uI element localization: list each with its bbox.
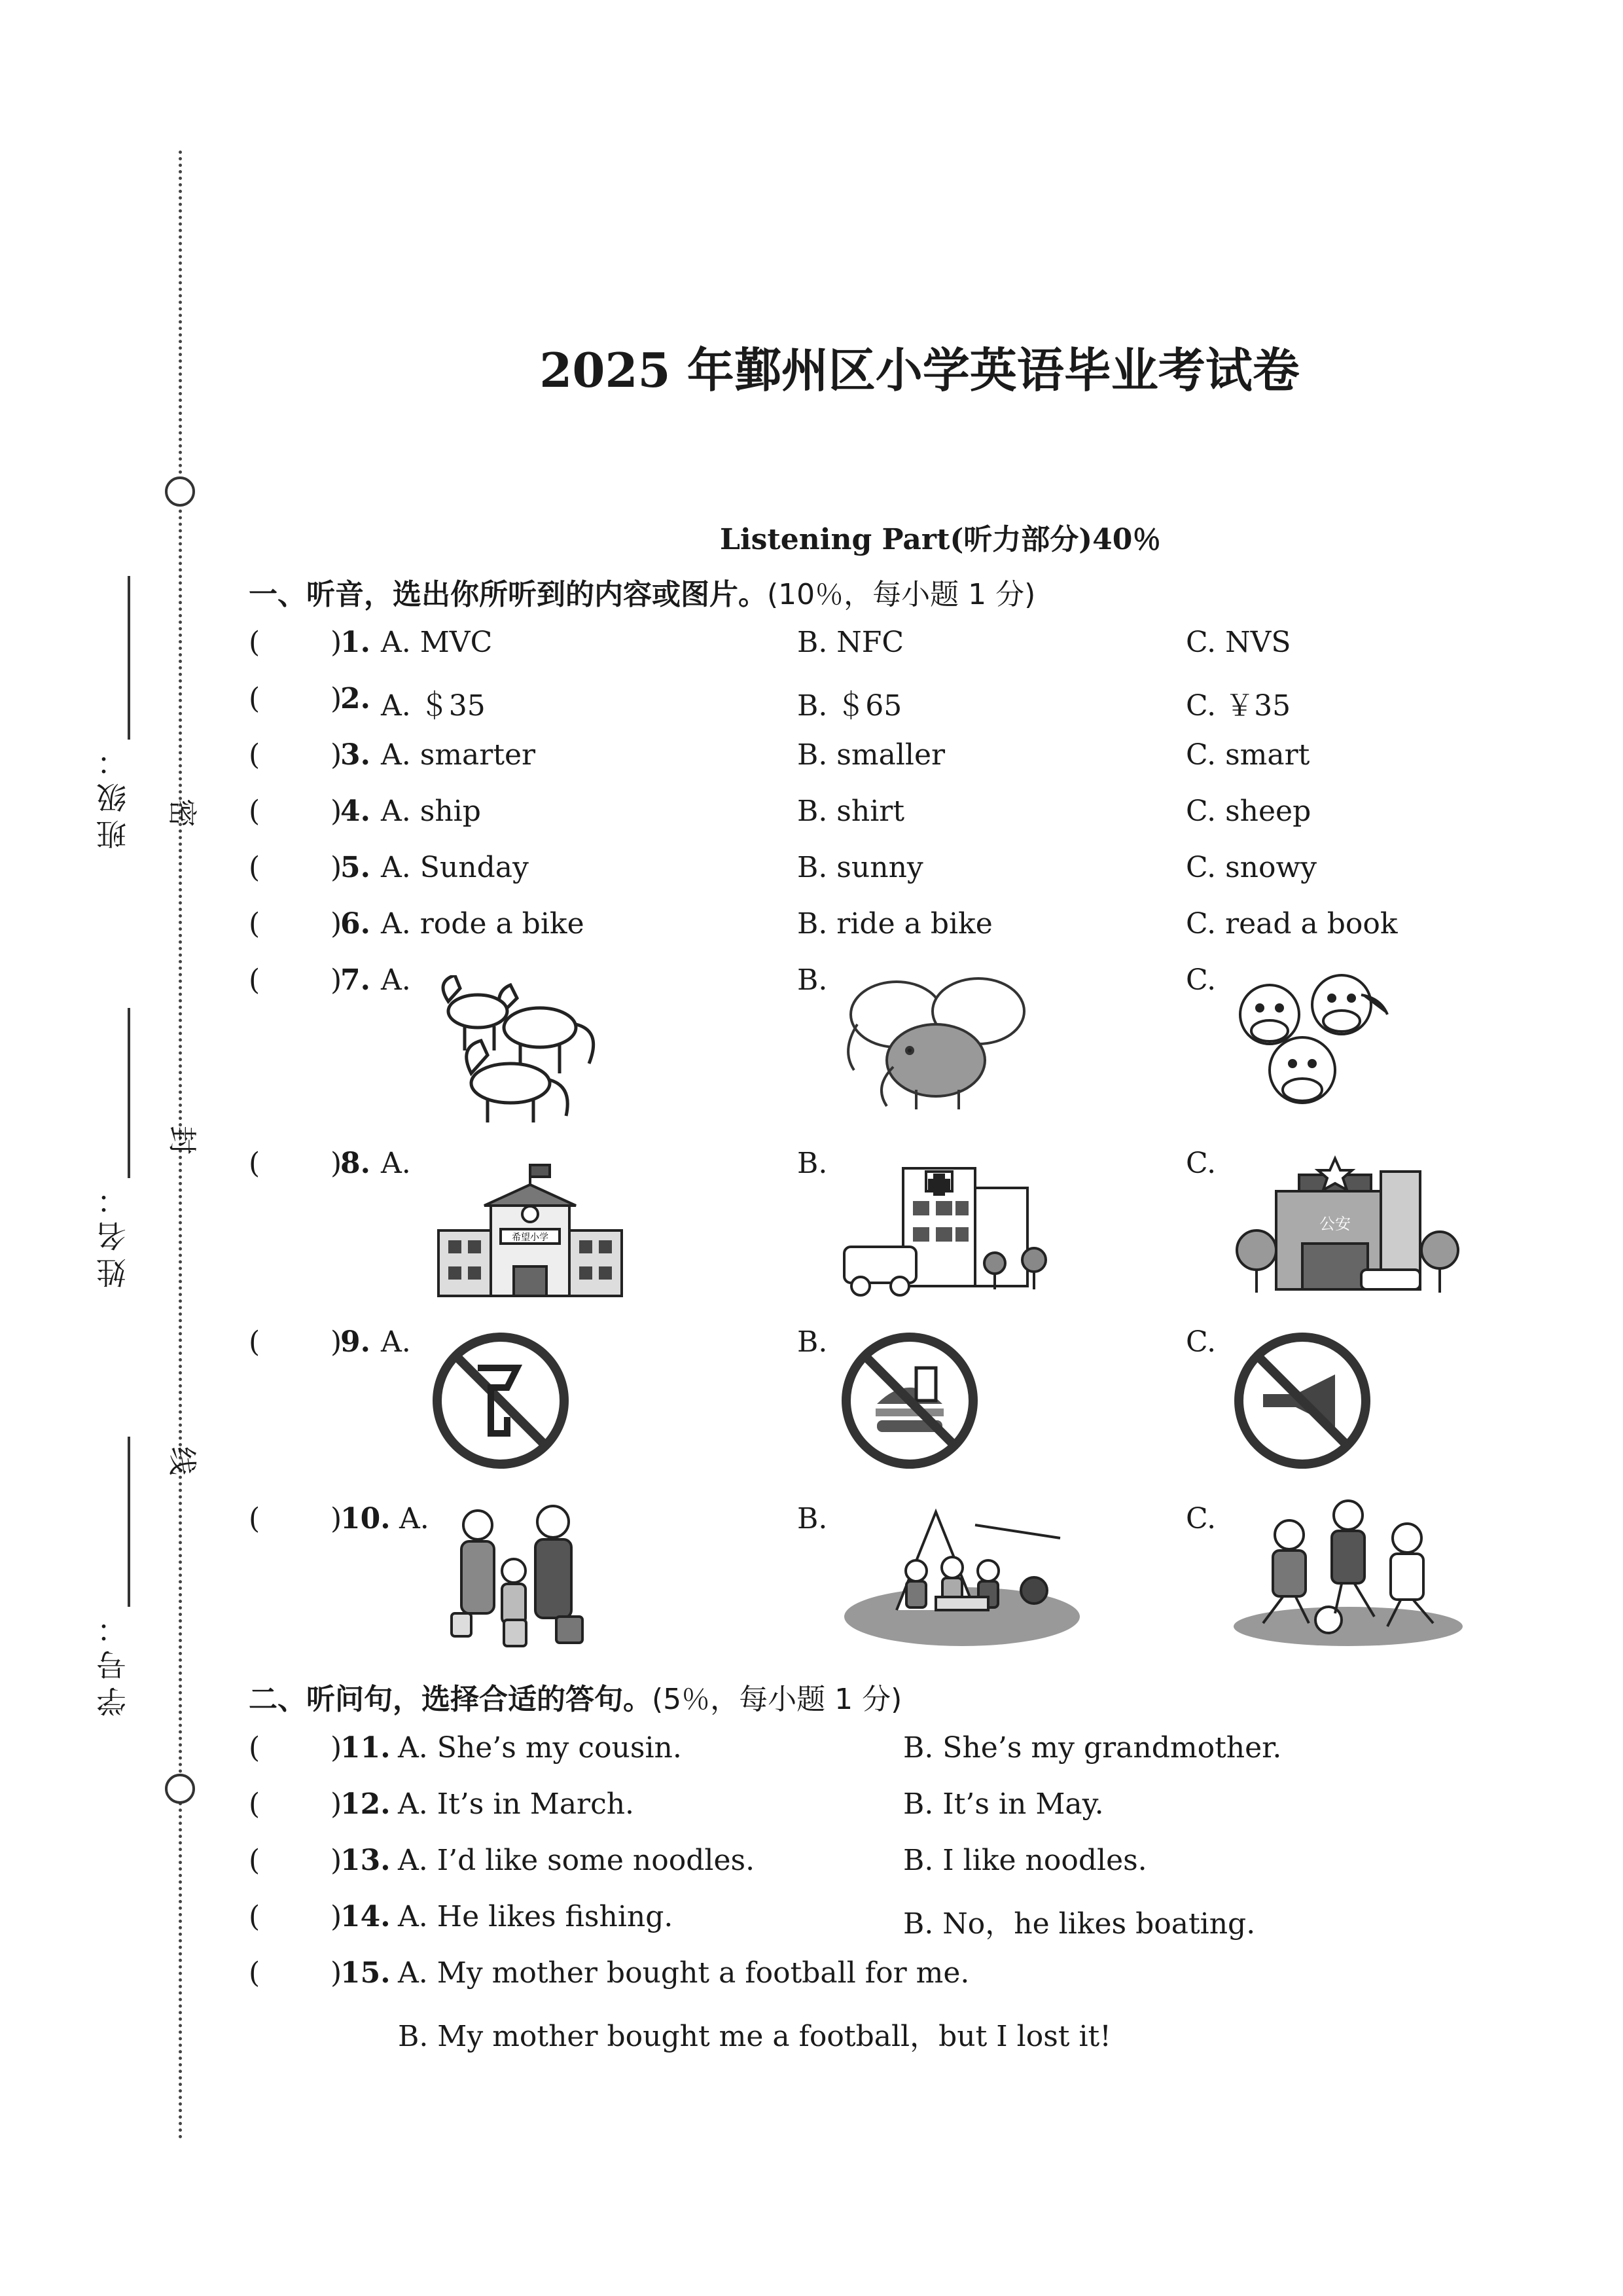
- answer-paren-close: ): [330, 738, 342, 772]
- question-row-14: [249, 1900, 1492, 1939]
- option-b: B.: [797, 1325, 828, 1359]
- answer-paren-close: ): [330, 1900, 342, 1933]
- option-c: C. snowy: [1186, 851, 1317, 884]
- question-number: 6.: [340, 907, 370, 941]
- option-b: B. smaller: [797, 738, 946, 772]
- listening-part-heading: Listening Part(听力部分)40％: [720, 523, 1162, 556]
- option-c: C.: [1186, 963, 1217, 997]
- section1-title: 一、听音，选出你所听到的内容或图片。: [249, 578, 767, 611]
- answer-paren-close: ): [330, 1956, 342, 1990]
- option-a: A.: [381, 1147, 411, 1180]
- option-c: C. smart: [1186, 738, 1310, 772]
- answer-paren-open[interactable]: (: [249, 963, 260, 997]
- question-number: 1.: [340, 626, 370, 659]
- option-c: C.: [1186, 1147, 1217, 1180]
- answer-paren-open[interactable]: (: [249, 738, 260, 772]
- question-row-4: [249, 795, 1492, 834]
- answer-paren-open[interactable]: (: [249, 907, 260, 941]
- question-row-2: [249, 682, 1492, 721]
- answer-paren-open[interactable]: (: [249, 626, 260, 659]
- option-a: A. rode a bike: [381, 907, 584, 941]
- answer-paren-open[interactable]: (: [249, 795, 260, 828]
- question-number: 14.: [340, 1900, 391, 1933]
- question-number: 13.: [340, 1844, 391, 1877]
- answer-paren-open[interactable]: (: [249, 1900, 260, 1933]
- school-icon: [432, 1158, 628, 1302]
- no-cellphone-sign-icon: [429, 1329, 573, 1473]
- answer-paren-close: ): [330, 1325, 342, 1359]
- answer-paren-close: ): [330, 626, 342, 659]
- question-number: 9.: [340, 1325, 370, 1359]
- answer-paren-close: ): [330, 1147, 342, 1180]
- section1-heading: [249, 571, 1035, 613]
- answer-paren-close: ): [330, 682, 342, 715]
- class-blank-line[interactable]: [128, 576, 130, 740]
- question-number: 11.: [340, 1731, 391, 1765]
- no-horn-sign-icon: [1230, 1329, 1374, 1473]
- question-number: 3.: [340, 738, 370, 772]
- option-b: B. ＄65: [797, 689, 902, 723]
- question-row-12: [249, 1787, 1492, 1827]
- question-number: 15.: [340, 1956, 391, 1990]
- section2-note: (5％，每小题 1 分): [652, 1683, 902, 1716]
- option-c: C.: [1186, 1325, 1217, 1359]
- answer-paren-open[interactable]: (: [249, 1325, 260, 1359]
- answer-paren-open[interactable]: (: [249, 1956, 260, 1990]
- option-b: B. No，he likes boating.: [903, 1907, 1256, 1941]
- section2-title: 二、听问句，选择合适的答句。: [249, 1683, 652, 1716]
- question-row-13: [249, 1844, 1492, 1883]
- answer-paren-close: ): [330, 1731, 342, 1765]
- question-number: 10.: [340, 1502, 391, 1535]
- seal-char-feng: 封: [169, 1121, 198, 1154]
- answer-paren-close: ): [330, 795, 342, 828]
- name-label: 姓名：: [96, 1178, 131, 1288]
- answer-paren-open[interactable]: (: [249, 1147, 260, 1180]
- option-b: B. NFC: [797, 626, 904, 659]
- seal-char-xian: 线: [169, 1441, 198, 1475]
- option-b: B. shirt: [797, 795, 905, 828]
- football-match-icon: [1230, 1496, 1466, 1649]
- family-travel-icon: [438, 1499, 596, 1649]
- answer-paren-open[interactable]: (: [249, 1787, 260, 1821]
- option-a: A. ＄35: [381, 689, 486, 723]
- option-b: B. sunny: [797, 851, 923, 884]
- option-b: B. My mother bought me a football，but I lost it!: [398, 2020, 1111, 2053]
- school-sign-text: 希望小学: [512, 1232, 548, 1243]
- option-a: A. Sunday: [381, 851, 529, 884]
- answer-paren-open[interactable]: (: [249, 1844, 260, 1877]
- option-a: A.: [381, 963, 411, 997]
- question-number: 7.: [340, 963, 370, 997]
- question-number: 8.: [340, 1147, 370, 1180]
- answer-paren-close: ): [330, 1787, 342, 1821]
- question-number: 12.: [340, 1787, 391, 1821]
- police-sign-text: 公安: [1319, 1215, 1351, 1233]
- answer-paren-open[interactable]: (: [249, 682, 260, 715]
- question-number: 5.: [340, 851, 370, 884]
- option-a: A. It’s in March.: [398, 1787, 635, 1821]
- student-id-label: 学号：: [96, 1607, 131, 1717]
- option-a: A. My mother bought a football for me.: [398, 1956, 970, 1990]
- question-number: 4.: [340, 795, 370, 828]
- answer-paren-close: ): [330, 1502, 342, 1535]
- answer-paren-close: ): [330, 1844, 342, 1877]
- question-row-5: [249, 851, 1492, 890]
- answer-paren-close: ): [330, 963, 342, 997]
- option-b: B. She’s my grandmother.: [903, 1731, 1282, 1765]
- answer-paren-open[interactable]: (: [249, 851, 260, 884]
- answer-paren-close: ): [330, 907, 342, 941]
- option-b: B. It’s in May.: [903, 1787, 1104, 1821]
- option-a: A. ship: [381, 795, 481, 828]
- option-b: B. I like noodles.: [903, 1844, 1147, 1877]
- question-row-15: [249, 1956, 1492, 2054]
- answer-paren-close: ): [330, 851, 342, 884]
- student-id-blank-line[interactable]: [128, 1437, 130, 1607]
- section1-note: (10％，每小题 1 分): [767, 578, 1036, 611]
- option-a: A. He likes fishing.: [398, 1900, 673, 1933]
- option-a: A.: [381, 1325, 411, 1359]
- no-food-sign-icon: [838, 1329, 982, 1473]
- option-c: C. sheep: [1186, 795, 1311, 828]
- answer-paren-open[interactable]: (: [249, 1731, 260, 1765]
- option-b: B.: [797, 963, 828, 997]
- option-c: C.: [1186, 1502, 1217, 1535]
- police-station-icon: [1230, 1152, 1466, 1302]
- exam-title: 2025 年鄞州区小学英语毕业考试卷: [539, 342, 1300, 398]
- hospital-icon: [838, 1155, 1060, 1306]
- option-b: B.: [797, 1147, 828, 1180]
- question-row-6: [249, 907, 1492, 946]
- option-a: A. smarter: [381, 738, 536, 772]
- elephants-icon: [838, 969, 1034, 1113]
- option-a: A.: [399, 1502, 429, 1535]
- horses-icon: [425, 975, 609, 1126]
- cows-icon: [1230, 969, 1400, 1113]
- option-c: C. read a book: [1186, 907, 1398, 941]
- name-blank-line[interactable]: [128, 1008, 130, 1178]
- seal-char-mi: 密: [169, 793, 198, 827]
- binding-hole-top: [165, 476, 195, 507]
- question-row-1: [249, 626, 1492, 665]
- picnic-icon: [838, 1499, 1086, 1649]
- option-c: C. ￥35: [1186, 689, 1291, 723]
- option-a: A. MVC: [381, 626, 493, 659]
- section2-heading: [249, 1676, 902, 1717]
- option-b: B. ride a bike: [797, 907, 993, 941]
- option-a: A. I’d like some noodles.: [398, 1844, 755, 1877]
- answer-paren-open[interactable]: (: [249, 1502, 260, 1535]
- question-row-11: [249, 1731, 1492, 1770]
- option-c: C. NVS: [1186, 626, 1291, 659]
- option-a: A. She’s my cousin.: [398, 1731, 682, 1765]
- question-row-3: [249, 738, 1492, 778]
- binding-hole-bottom: [165, 1774, 195, 1804]
- question-number: 2.: [340, 682, 370, 715]
- option-b: B.: [797, 1502, 828, 1535]
- class-label: 班级：: [96, 740, 131, 850]
